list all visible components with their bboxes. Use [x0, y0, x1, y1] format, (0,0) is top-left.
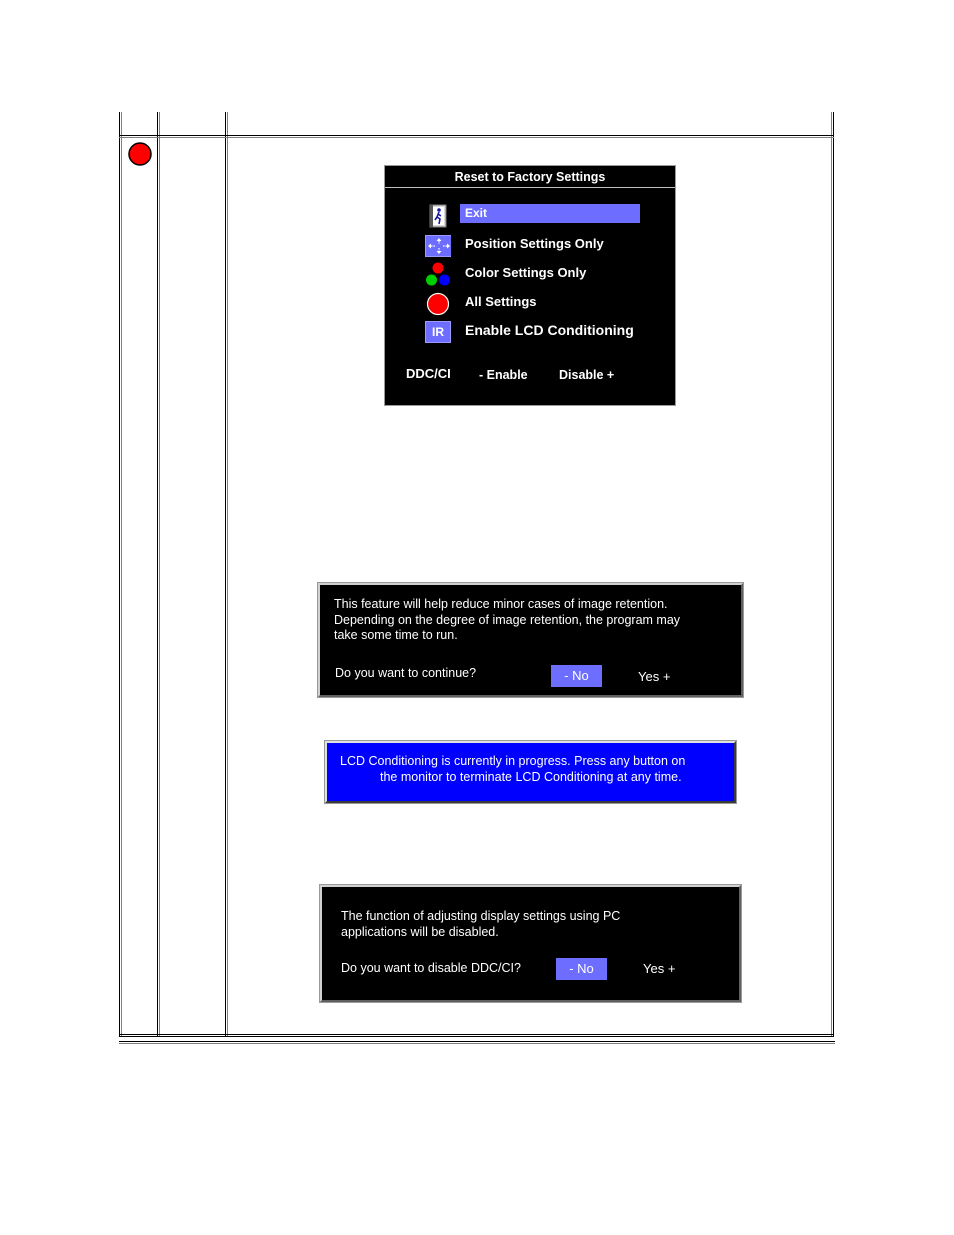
- dialog-question: Do you want to continue?: [335, 666, 477, 680]
- table-col-divider-2: [225, 112, 226, 1037]
- table-col-divider-1: [157, 112, 158, 1037]
- osd-reset-menu: [384, 165, 676, 406]
- progress-text-line2: the monitor to terminate LCD Conditioning at any time.: [380, 770, 682, 784]
- osd-item-label: All Settings: [465, 294, 537, 309]
- ir-icon-label: IR: [425, 321, 451, 343]
- red-circle-icon: [425, 292, 451, 316]
- osd-item-color[interactable]: [385, 263, 675, 289]
- osd-item-label: Position Settings Only: [465, 236, 604, 251]
- table-row-divider-b: [119, 137, 834, 138]
- dialog-question: Do you want to disable DDC/CI?: [341, 961, 521, 975]
- table-border-left: [119, 112, 120, 1037]
- osd-item-all-settings[interactable]: [385, 292, 675, 318]
- position-arrows-icon: [425, 234, 451, 258]
- osd-item-label: Exit: [460, 204, 640, 223]
- osd-item-position[interactable]: [385, 234, 675, 260]
- table-border-right: [833, 112, 834, 1037]
- osd-item-label: Color Settings Only: [465, 265, 587, 280]
- lcd-conditioning-dialog: [318, 583, 743, 697]
- progress-text-line1: LCD Conditioning is currently in progress. Press any button on: [340, 754, 686, 768]
- osd-item-exit[interactable]: [385, 204, 675, 230]
- ir-icon: [425, 320, 451, 344]
- osd-enable-button[interactable]: - Enable: [479, 368, 528, 382]
- osd-item-lcd-conditioning[interactable]: [385, 320, 675, 346]
- table-bottom-border: [119, 1034, 834, 1035]
- exit-door-icon: [425, 204, 451, 228]
- yes-button[interactable]: Yes +: [643, 961, 676, 976]
- no-button[interactable]: - No: [556, 958, 607, 980]
- table-col-divider-2b: [227, 112, 228, 1037]
- ddcci-disable-dialog: [320, 885, 741, 1002]
- table-border-right-inner: [831, 112, 832, 1037]
- dialog-message: This feature will help reduce minor cases of image retention. Depending on the degree of image retention, the program may take some time to run.: [334, 597, 681, 642]
- dialog-message: The function of adjusting display settings using PC applications will be disabled.: [341, 909, 621, 939]
- osd-ddcci-label: DDC/CI: [406, 366, 451, 381]
- table-row-divider: [119, 135, 834, 136]
- osd-item-label: Enable LCD Conditioning: [465, 322, 634, 338]
- osd-disable-button[interactable]: Disable +: [559, 368, 615, 382]
- osd-title: Reset to Factory Settings: [385, 166, 675, 188]
- red-circle-icon: [127, 141, 153, 167]
- table-bottom-border-b: [119, 1036, 834, 1037]
- horizontal-rule: [119, 1041, 835, 1042]
- table-border-left-inner: [121, 112, 122, 1037]
- no-button[interactable]: - No: [551, 665, 602, 687]
- lcd-conditioning-progress-banner: [325, 741, 736, 803]
- yes-button[interactable]: Yes +: [638, 669, 671, 684]
- rgb-dots-icon: [425, 263, 451, 287]
- table-col-divider-1b: [159, 112, 160, 1037]
- horizontal-rule-shadow: [119, 1043, 835, 1044]
